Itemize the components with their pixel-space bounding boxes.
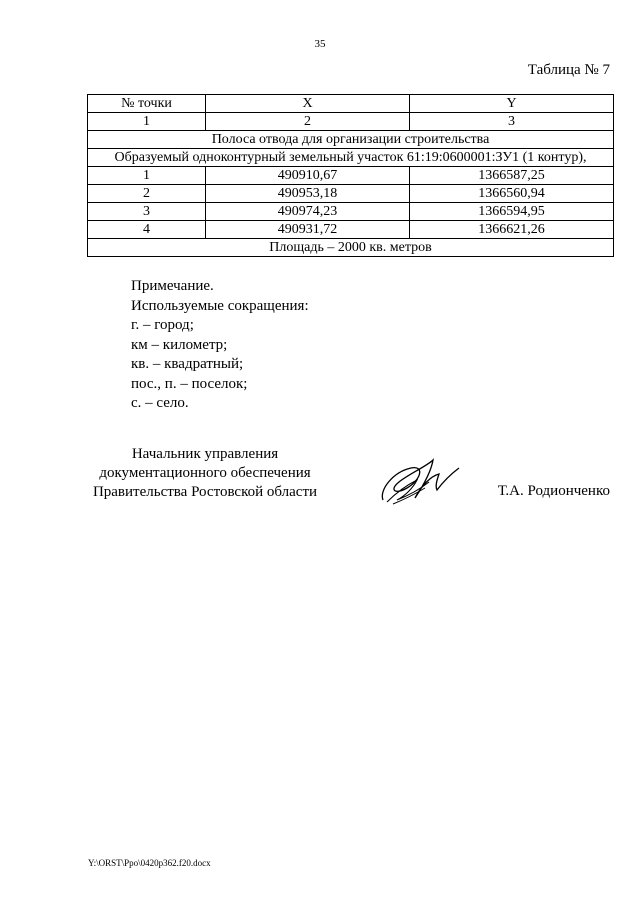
point-number-cell: 2 <box>88 185 206 203</box>
y-cell: 1366621,26 <box>410 221 614 239</box>
notes-title: Примечание. <box>131 278 214 294</box>
area-cell: Площадь – 2000 кв. метров <box>88 239 614 257</box>
notes-block <box>131 277 309 414</box>
table-row <box>88 203 614 221</box>
table-row <box>88 185 614 203</box>
signer-name: Т.А. Родионченко <box>497 483 610 499</box>
header-x: X <box>206 95 410 113</box>
x-cell: 490953,18 <box>206 185 410 203</box>
signer-position <box>85 445 325 502</box>
handwritten-signature-icon <box>375 450 465 510</box>
y-cell: 1366560,94 <box>410 185 614 203</box>
point-number-cell: 3 <box>88 203 206 221</box>
table-caption: Таблица № 7 <box>527 62 610 78</box>
signer-position-line: Начальник управления <box>131 446 279 462</box>
column-number: 3 <box>410 113 614 131</box>
abbreviation-item: с. – село. <box>131 395 189 411</box>
y-cell: 1366594,95 <box>410 203 614 221</box>
signer-position-line: Правительства Ростовской области <box>92 484 318 500</box>
coordinates-table <box>87 94 614 257</box>
area-row <box>88 239 614 257</box>
x-cell: 490974,23 <box>206 203 410 221</box>
header-point-number: № точки <box>88 95 206 113</box>
column-number: 2 <box>206 113 410 131</box>
parcel-title-row <box>88 149 614 167</box>
page-number: 35 <box>314 38 326 50</box>
abbreviation-item: пос., п. – поселок; <box>131 375 248 392</box>
section-title-row <box>88 131 614 149</box>
file-path-footer: Y:\ORST\Ppo\0420p362.f20.docx <box>88 858 211 868</box>
table-row <box>88 167 614 185</box>
header-y: Y <box>410 95 614 113</box>
signer-position-line: документационного обеспечения <box>99 465 311 481</box>
column-number: 1 <box>88 113 206 131</box>
abbreviation-item: км – километр; <box>131 336 228 353</box>
abbreviation-item: г. – город; <box>131 317 194 333</box>
abbreviation-item: кв. – квадратный; <box>131 356 244 372</box>
column-number-row <box>88 113 614 131</box>
point-number-cell: 1 <box>88 167 206 185</box>
table-header-row <box>88 95 614 113</box>
section-title: Полоса отвода для организации строительства <box>88 131 614 149</box>
notes-subtitle: Используемые сокращения: <box>131 297 309 314</box>
x-cell: 490910,67 <box>206 167 410 185</box>
x-cell: 490931,72 <box>206 221 410 239</box>
y-cell: 1366587,25 <box>410 167 614 185</box>
parcel-title: Образуемый одноконтурный земельный участок 61:19:0600001:ЗУ1 (1 контур), <box>88 149 614 167</box>
table-row <box>88 221 614 239</box>
point-number-cell: 4 <box>88 221 206 239</box>
